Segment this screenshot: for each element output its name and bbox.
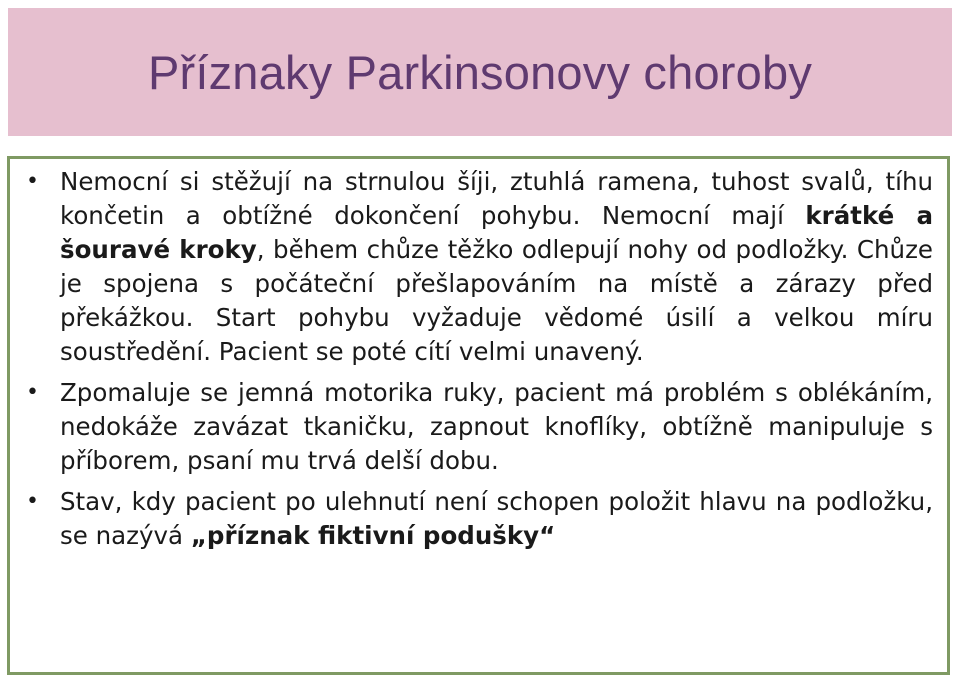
bullet-dot-icon: • [26, 489, 39, 514]
slide-title: Příznaky Parkinsonovy choroby [147, 45, 813, 99]
emphasis-fictive-pillow-sign: „příznak fiktivní podušky“ [190, 521, 556, 550]
bullet-item-fictive-pillow [20, 485, 933, 553]
title-band [8, 8, 952, 136]
text-segment: Stav, kdy pacient po ulehnutí není schopen položit hlavu na podložku, se nazývá [60, 487, 933, 550]
bullet-dot-icon: • [26, 380, 39, 405]
bullet-text [60, 376, 933, 478]
bullet-text [60, 485, 933, 553]
bullet-text [60, 165, 933, 369]
bullet-item-fine-motor [20, 376, 933, 478]
text-segment: , během chůze těžko odlepují nohy od podložky. Chůze je spojena s počáteční přešlapováním na místě a zárazy před překážkou. Start pohybu vyžaduje vědomé úsilí a velkou míru soustředění. Pacient se poté cítí velmi unavený. [60, 235, 934, 366]
bullet-item-symptoms-gait [20, 165, 933, 369]
bullet-list [10, 159, 947, 553]
emphasis-short-shuffling-steps: krátké a šouravé kroky [60, 201, 933, 264]
content-box [7, 156, 950, 675]
bullet-dot-icon: • [26, 169, 39, 194]
text-segment: Zpomaluje se jemná motorika ruky, pacient má problém s oblékáním, nedokáže zavázat tkaničku, zapnout knoflíky, obtížně manipuluje s příborem, psaní mu trvá delší dobu. [60, 378, 933, 475]
text-segment: Nemocní si stěžují na strnulou šíji, ztuhlá ramena, tuhost svalů, tíhu končetin a obtížné dokončení pohybu. Nemocní mají [60, 167, 933, 230]
